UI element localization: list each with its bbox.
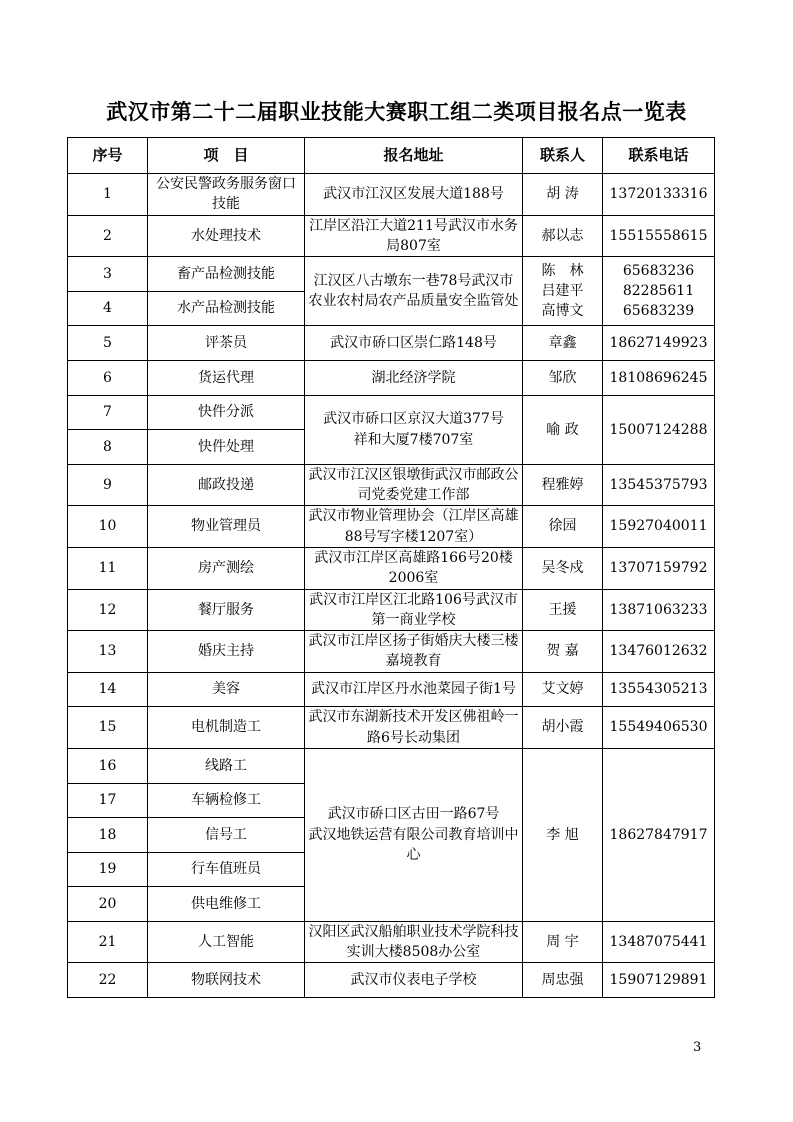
cell-phone: 13476012632 bbox=[603, 631, 715, 673]
phone-number: 65683236 bbox=[622, 262, 695, 279]
cell-phone: 18627847917 bbox=[603, 748, 715, 921]
cell-item: 水产品检测技能 bbox=[148, 291, 305, 326]
registration-table bbox=[67, 137, 715, 998]
cell-address: 湖北经济学院 bbox=[305, 360, 523, 395]
cell-no: 3 bbox=[68, 257, 148, 292]
cell-no: 13 bbox=[68, 631, 148, 673]
cell-item: 电机制造工 bbox=[148, 707, 305, 749]
contact-name: 陈 林 bbox=[541, 262, 584, 279]
cell-phone: 15515558615 bbox=[603, 215, 715, 257]
cell-item: 行车值班员 bbox=[148, 852, 305, 887]
header-phone: 联系电话 bbox=[603, 138, 715, 174]
cell-item: 邮政投递 bbox=[148, 464, 305, 506]
table-row bbox=[68, 547, 715, 589]
cell-no: 2 bbox=[68, 215, 148, 257]
page-number: 3 bbox=[693, 1040, 702, 1055]
cell-phone: 13707159792 bbox=[603, 547, 715, 589]
header-contact: 联系人 bbox=[523, 138, 603, 174]
cell-phone: 18108696245 bbox=[603, 360, 715, 395]
cell-address: 武汉市仪表电子学校 bbox=[305, 963, 523, 998]
cell-contact: 程雅婷 bbox=[523, 464, 603, 506]
cell-item: 车辆检修工 bbox=[148, 783, 305, 818]
cell-address: 武汉市东湖新技术开发区佛祖岭一路6号长动集团 bbox=[305, 707, 523, 749]
cell-no: 19 bbox=[68, 852, 148, 887]
cell-phone: 15549406530 bbox=[603, 707, 715, 749]
cell-no: 10 bbox=[68, 506, 148, 548]
cell-no: 18 bbox=[68, 818, 148, 853]
cell-phone: 15007124288 bbox=[603, 395, 715, 464]
cell-address: 武汉市江岸区扬子街婚庆大楼三楼嘉境教育 bbox=[305, 631, 523, 673]
cell-contact: 贺 嘉 bbox=[523, 631, 603, 673]
cell-item: 房产测绘 bbox=[148, 547, 305, 589]
cell-item: 快件分派 bbox=[148, 395, 305, 430]
cell-phone: 13871063233 bbox=[603, 589, 715, 631]
cell-phone: 13487075441 bbox=[603, 921, 715, 963]
contact-name: 高博文 bbox=[541, 303, 584, 320]
table-row bbox=[68, 174, 715, 216]
cell-no: 17 bbox=[68, 783, 148, 818]
cell-address: 江岸区沿江大道211号武汉市水务局807室 bbox=[305, 215, 523, 257]
cell-contact: 章鑫 bbox=[523, 326, 603, 361]
cell-contact: 邹欣 bbox=[523, 360, 603, 395]
cell-address: 武汉市江岸区丹水池菜园子街1号 bbox=[305, 672, 523, 707]
cell-phone: 13545375793 bbox=[603, 464, 715, 506]
table-row bbox=[68, 672, 715, 707]
phone-number: 82285611 bbox=[622, 283, 695, 300]
table-row bbox=[68, 257, 715, 292]
cell-item: 信号工 bbox=[148, 818, 305, 853]
cell-address bbox=[305, 395, 523, 464]
cell-address: 武汉市硚口区崇仁路148号 bbox=[305, 326, 523, 361]
table-row bbox=[68, 707, 715, 749]
cell-phone: 15927040011 bbox=[603, 506, 715, 548]
cell-no: 9 bbox=[68, 464, 148, 506]
cell-item: 餐厅服务 bbox=[148, 589, 305, 631]
table-row bbox=[68, 589, 715, 631]
cell-address: 武汉市江岸区江北路106号武汉市第一商业学校 bbox=[305, 589, 523, 631]
cell-item: 美容 bbox=[148, 672, 305, 707]
cell-item: 物联网技术 bbox=[148, 963, 305, 998]
cell-item: 物业管理员 bbox=[148, 506, 305, 548]
table-row bbox=[68, 963, 715, 998]
cell-phone: 15907129891 bbox=[603, 963, 715, 998]
cell-contact: 李 旭 bbox=[523, 748, 603, 921]
cell-address: 武汉市物业管理协会（江岸区高雄88号写字楼1207室） bbox=[305, 506, 523, 548]
cell-phone: 18627149923 bbox=[603, 326, 715, 361]
table-row bbox=[68, 464, 715, 506]
cell-no: 7 bbox=[68, 395, 148, 430]
table-row bbox=[68, 326, 715, 361]
cell-no: 6 bbox=[68, 360, 148, 395]
cell-item: 评茶员 bbox=[148, 326, 305, 361]
cell-item: 水处理技术 bbox=[148, 215, 305, 257]
table-row bbox=[68, 506, 715, 548]
cell-contact: 胡小霞 bbox=[523, 707, 603, 749]
table-row bbox=[68, 748, 715, 783]
cell-no: 5 bbox=[68, 326, 148, 361]
cell-item: 供电维修工 bbox=[148, 887, 305, 922]
cell-contact: 艾文婷 bbox=[523, 672, 603, 707]
cell-address: 武汉市江汉区发展大道188号 bbox=[305, 174, 523, 216]
cell-contact: 周 宇 bbox=[523, 921, 603, 963]
cell-no: 15 bbox=[68, 707, 148, 749]
phone-number: 65683239 bbox=[622, 303, 695, 320]
cell-no: 21 bbox=[68, 921, 148, 963]
cell-item: 婚庆主持 bbox=[148, 631, 305, 673]
table-row bbox=[68, 215, 715, 257]
cell-contact bbox=[523, 257, 603, 326]
cell-no: 1 bbox=[68, 174, 148, 216]
document-title: 武汉市第二十二届职业技能大赛职工组二类项目报名点一览表 bbox=[106, 99, 687, 124]
cell-item: 公安民警政务服务窗口技能 bbox=[148, 174, 305, 216]
cell-item: 线路工 bbox=[148, 748, 305, 783]
address-line: 武汉地铁运营有限公司教育培训中心 bbox=[308, 826, 519, 864]
cell-phone: 13720133316 bbox=[603, 174, 715, 216]
cell-no: 14 bbox=[68, 672, 148, 707]
table-row bbox=[68, 395, 715, 430]
contact-name: 吕建平 bbox=[541, 283, 584, 300]
table-row bbox=[68, 921, 715, 963]
address-line: 武汉市硚口区京汉大道377号 bbox=[323, 411, 504, 428]
cell-item: 畜产品检测技能 bbox=[148, 257, 305, 292]
cell-address bbox=[305, 748, 523, 921]
header-item: 项 目 bbox=[148, 138, 305, 174]
cell-contact: 吴冬戍 bbox=[523, 547, 603, 589]
cell-item: 快件处理 bbox=[148, 430, 305, 465]
header-no: 序号 bbox=[68, 138, 148, 174]
address-line: 武汉市硚口区古田一路67号 bbox=[327, 806, 500, 823]
cell-address: 武汉市江汉区银墩街武汉市邮政公司党委党建工作部 bbox=[305, 464, 523, 506]
table-header-row bbox=[68, 138, 715, 174]
cell-address: 汉阳区武汉船舶职业技术学院科技实训大楼8508办公室 bbox=[305, 921, 523, 963]
cell-contact: 喻 政 bbox=[523, 395, 603, 464]
table-row bbox=[68, 631, 715, 673]
cell-address: 武汉市江岸区高雄路166号20楼2006室 bbox=[305, 547, 523, 589]
cell-contact: 郝以志 bbox=[523, 215, 603, 257]
cell-no: 4 bbox=[68, 291, 148, 326]
cell-no: 11 bbox=[68, 547, 148, 589]
cell-no: 12 bbox=[68, 589, 148, 631]
cell-phone: 13554305213 bbox=[603, 672, 715, 707]
cell-address: 江汉区八古墩东一巷78号武汉市农业农村局农产品质量安全监管处 bbox=[305, 257, 523, 326]
cell-no: 20 bbox=[68, 887, 148, 922]
cell-no: 16 bbox=[68, 748, 148, 783]
cell-no: 8 bbox=[68, 430, 148, 465]
cell-phone bbox=[603, 257, 715, 326]
cell-contact: 胡 涛 bbox=[523, 174, 603, 216]
table-row bbox=[68, 360, 715, 395]
cell-no: 22 bbox=[68, 963, 148, 998]
cell-item: 货运代理 bbox=[148, 360, 305, 395]
cell-contact: 周忠强 bbox=[523, 963, 603, 998]
cell-item: 人工智能 bbox=[148, 921, 305, 963]
address-line: 祥和大厦7楼707室 bbox=[353, 431, 474, 448]
header-address: 报名地址 bbox=[305, 138, 523, 174]
cell-contact: 徐园 bbox=[523, 506, 603, 548]
cell-contact: 王援 bbox=[523, 589, 603, 631]
